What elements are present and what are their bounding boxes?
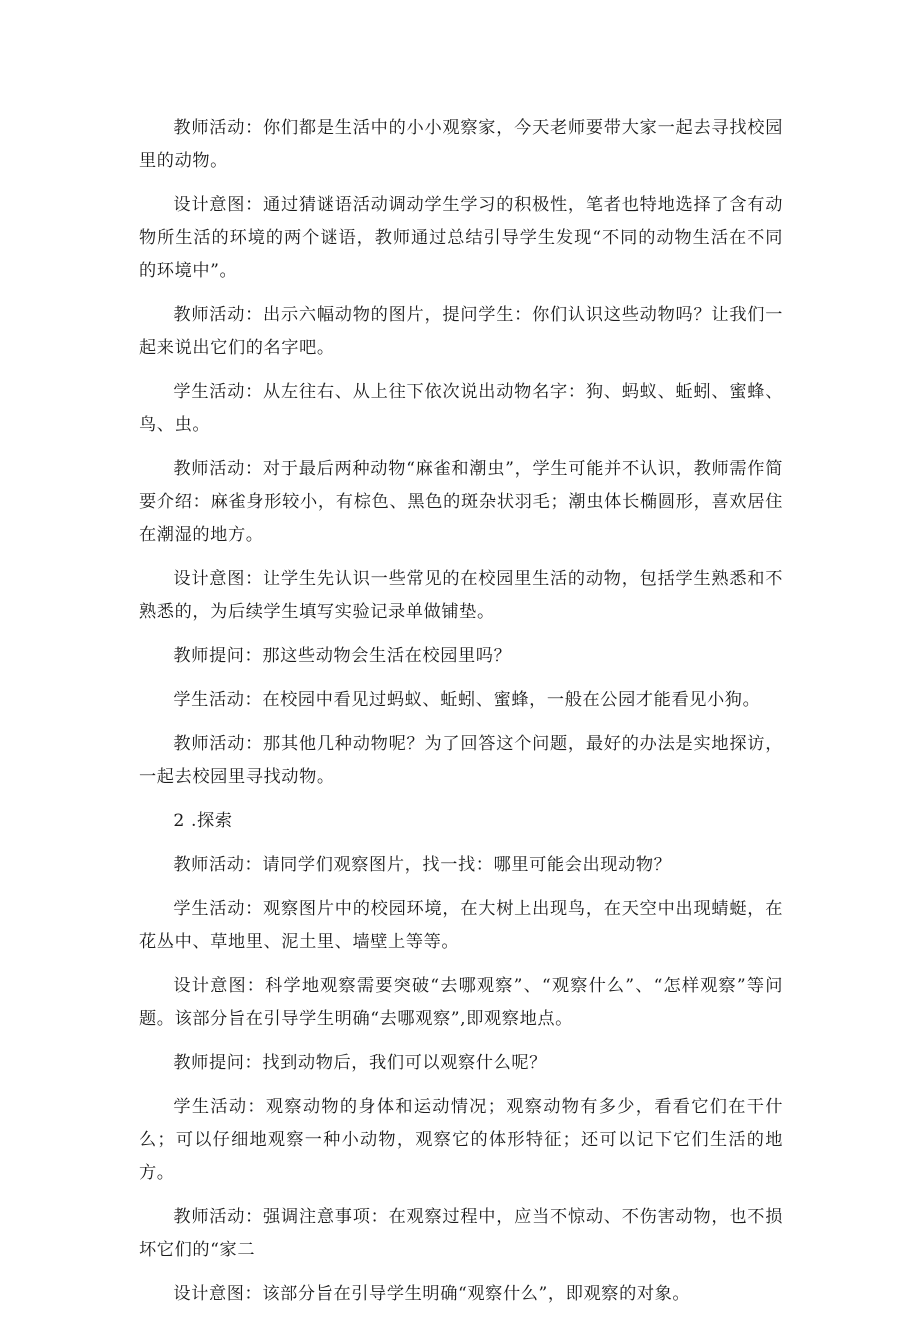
paragraph-student-names: 学生活动：从左往右、从上往下依次说出动物名字：狗、蚂蚁、蚯蚓、蜜蜂、鸟、虫。 — [139, 382, 783, 435]
paragraph-teacher-visit: 教师活动：那其他几种动物呢？为了回答这个问题，最好的办法是实地探访，一起去校园里寻找动物。 — [139, 734, 783, 787]
paragraph-teacher-sparrow: 教师活动：对于最后两种动物“麻雀和潮虫”，学生可能并不认识，教师需作简要介绍：麻雀身形较小，有棕色、黑色的斑杂状羽毛；潮虫体长椭圆形，喜欢居住在潮湿的地方。 — [139, 459, 783, 545]
section-heading-explore: 2 .探索 — [173, 811, 233, 831]
paragraph-teacher-caution: 教师活动：强调注意事项：在观察过程中，应当不惊动、不伤害动物，也不损坏它们的“家二 — [139, 1207, 783, 1260]
paragraph-teacher-pictures: 教师活动：出示六幅动物的图片，提问学生：你们认识这些动物吗？让我们一起来说出它们的名字吧。 — [139, 305, 783, 358]
paragraph-design-where: 设计意图：科学地观察需要突破“去哪观察”、“观察什么”、“怎样观察”等问题。该部分旨在引导学生明确“去哪观察”,即观察地点。 — [139, 976, 783, 1029]
paragraph-student-environment: 学生活动：观察图片中的校园环境，在大树上出现鸟，在天空中出现蜻蜓，在花丛中、草地里、泥土里、墙壁上等等。 — [139, 899, 783, 952]
document-body — [139, 112, 783, 1322]
paragraph-design-riddle: 设计意图：通过猜谜语活动调动学生学习的积极性，笔者也特地选择了含有动物所生活的环境的两个谜语，教师通过总结引导学生发现“不同的动物生活在不同的环境中”。 — [139, 195, 783, 281]
paragraph-design-familiar: 设计意图：让学生先认识一些常见的在校园里生活的动物，包括学生熟悉和不熟悉的，为后续学生填写实验记录单做铺垫。 — [139, 569, 783, 622]
paragraph-teacher-find: 教师活动：请同学们观察图片，找一找：哪里可能会出现动物？ — [173, 855, 672, 875]
paragraph-student-observe: 学生活动：观察动物的身体和运动情况；观察动物有多少，看看它们在干什么；可以仔细地观察一种小动物，观察它的体形特征；还可以记下它们生活的地方。 — [139, 1097, 783, 1183]
paragraph-student-seen: 学生活动：在校园中看见过蚂蚁、蚯蚓、蜜蜂，一般在公园才能看见小狗。 — [173, 690, 761, 710]
paragraph-teacher-intro: 教师活动：你们都是生活中的小小观察家，今天老师要带大家一起去寻找校园里的动物。 — [139, 118, 783, 171]
paragraph-teacher-question-campus: 教师提问：那这些动物会生活在校园里吗？ — [173, 646, 512, 666]
paragraph-design-what: 设计意图：该部分旨在引导学生明确“观察什么”，即观察的对象。 — [173, 1284, 691, 1304]
paragraph-teacher-question-what: 教师提问：找到动物后，我们可以观察什么呢？ — [173, 1053, 547, 1073]
